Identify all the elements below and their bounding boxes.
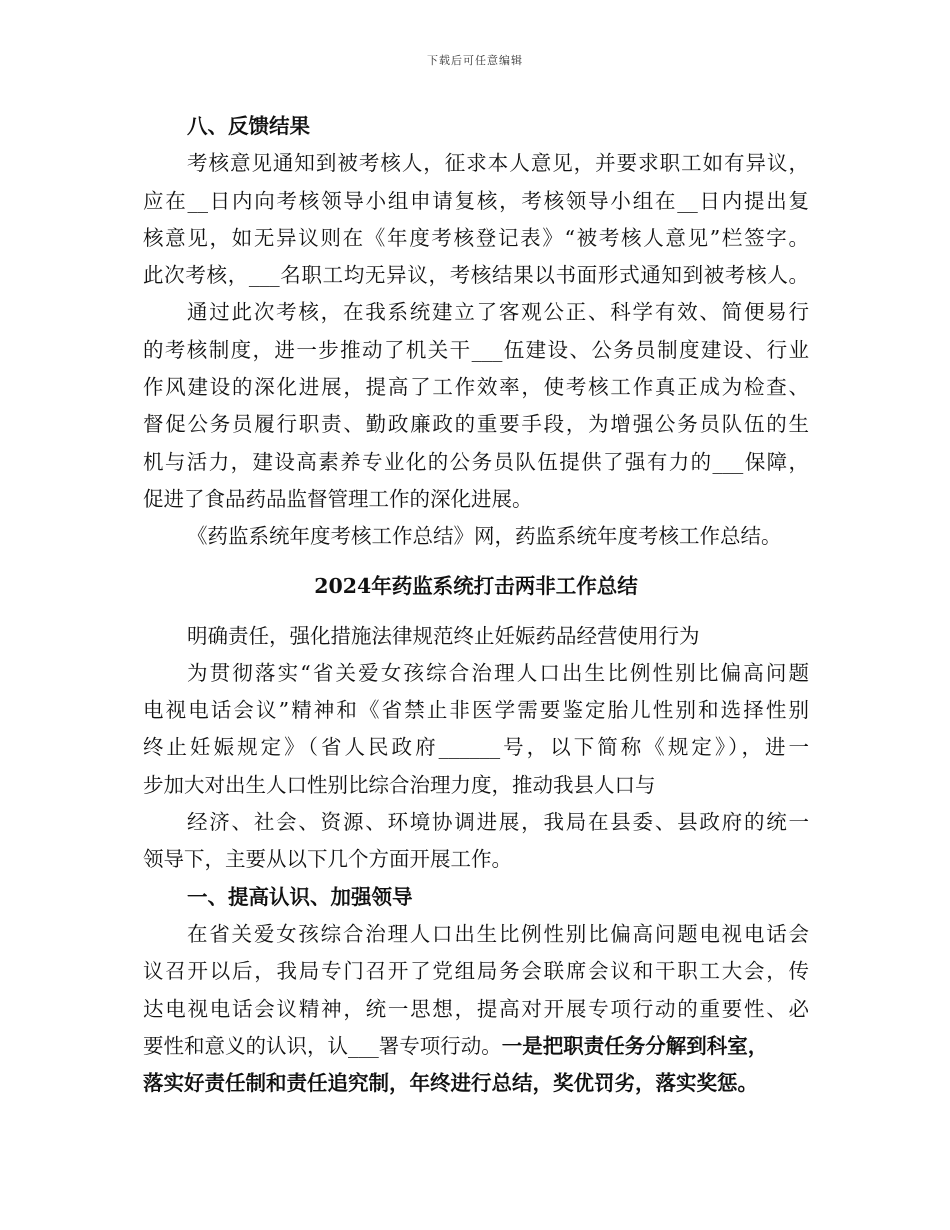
paragraph-line: 机与活力，建设高素养专业化的公务员队伍提供了强有力的___保障， [143,449,809,474]
paragraph-line: 促进了食品药品监督管理工作的深化进展。 [143,486,533,511]
paragraph-line: 达电视电话会议精神，统一思想，提高对开展专项行动的重要性、必 [143,996,809,1021]
document-body [143,108,809,1102]
subtitle-line: 明确责任，强化措施法律规范终止妊娠药品经营使用行为 [187,623,700,648]
paragraph-text: 要性和意义的认识，认___署专项行动。 [143,1033,502,1058]
paragraph-line: 为贯彻落实“省关爱女孩综合治理人口出生比例性别比偏高问题 [187,660,809,685]
paragraph-line-mixed [143,1028,809,1065]
document-title: 2024年药监系统打击两非工作总结 [314,573,638,598]
paragraph-line: 的考核制度，进一步推动了机关干___伍建设、公务员制度建设、行业 [143,337,809,362]
paragraph-line: 议召开以后，我局专门召开了党组局务会联席会议和干职工大会，传 [143,959,809,984]
paragraph-line: 在省关爱女孩综合治理人口出生比例性别比偏高问题电视电话会 [187,921,809,946]
paragraph-line: 电视电话会议”精神和《省禁止非医学需要鉴定胎儿性别和选择性别 [143,698,809,723]
paragraph-line: 经济、社会、资源、环境协调进展，我局在县委、县政府的统一 [187,810,809,835]
paragraph-line: 核意见，如无异议则在《年度考核登记表》“被考核人意见”栏签字。 [143,225,809,250]
section-heading-awareness: 一、提高认识、加强领导 [187,884,413,909]
emphasis-text: 一是把职责任务分解到科室， [501,1033,769,1058]
paragraph-line: 通过此次考核，在我系统建立了客观公正、科学有效、简便易行 [187,300,809,325]
paragraph-line: 此次考核，___名职工均无异议，考核结果以书面形式通知到被考核人。 [143,263,809,288]
paragraph-line: 督促公务员履行职责、勤政廉政的重要手段，为增强公务员队伍的生 [143,412,809,437]
paragraph-line: 步加大对出生人口性别比综合治理力度，推动我县人口与 [143,772,656,797]
paragraph-line: 领导下，主要从以下几个方面开展工作。 [143,847,512,872]
paragraph-line: 作风建设的深化进展，提高了工作效率，使考核工作真正成为检查、 [143,375,809,400]
paragraph-line: 《药监系统年度考核工作总结》网，药监系统年度考核工作总结。 [187,524,782,549]
section-heading-feedback: 八、反馈结果 [187,114,310,138]
page-header: 下载后可任意编辑 [427,54,523,67]
paragraph-line: 应在__日内向考核领导小组申请复核，考核领导小组在__日内提出复 [143,188,809,213]
paragraph-line: 考核意见通知到被考核人，征求本人意见，并要求职工如有异议， [187,151,809,176]
paragraph-line: 终止妊娠规定》（省人民政府______号，以下简称《规定》），进一 [143,735,809,760]
emphasis-line: 落实好责任制和责任追究制，年终进行总结，奖优罚劣，落实奖惩。 [143,1071,758,1096]
